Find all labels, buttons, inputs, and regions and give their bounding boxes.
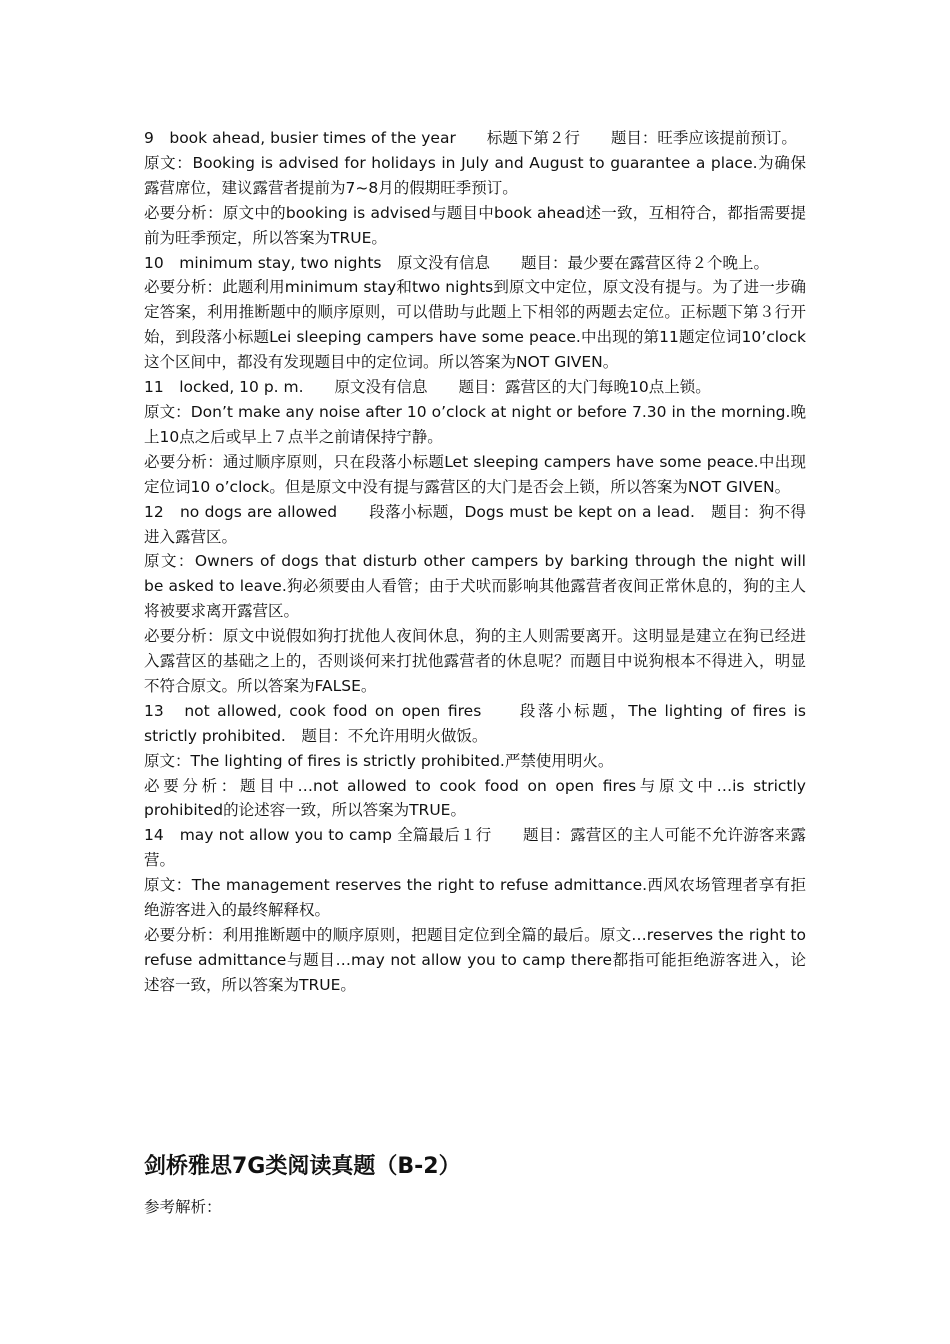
paragraph-q12-analysis: 必要分析：原文中说假如狗打扰他人夜间休息，狗的主人则需要离开。这明显是建立在狗已经进入露营区的基础之上的，否则谈何来打扰他露营者的休息呢？而题目中说狗根本不得进入，明显不符合原文。所以答案为FALSE。 [144, 627, 806, 695]
section-subheading: 参考解析： [144, 1198, 222, 1216]
analysis-content [144, 126, 806, 998]
paragraph-q14-analysis: 必要分析：利用推断题中的顺序原则，把题目定位到全篇的最后。原文…reserves the right to refuse admittance与题目…may not allow you to camp there都指可能拒绝游客进入，论述容一致，所以答案为TRUE。 [144, 926, 806, 994]
paragraph-q14-original: 原文：The management reserves the right to refuse admittance.西风农场管理者享有拒绝游客进入的最终解释权。 [144, 876, 806, 920]
paragraph-q9-analysis: 必要分析：原文中的booking is advised与题目中book ahead述一致，互相符合，都指需要提前为旺季预定，所以答案为TRUE。 [144, 203, 806, 247]
paragraph-q10-analysis: 必要分析：此题利用minimum stay和two nights到原文中定位，原文没有提与。为了进一步确定答案，利用推断题中的顺序原则，可以借助与此题上下相邻的两题去定位。正标题下第３行开始，到段落小标题Lei sleeping campers have some peace.中出现的第11题定位词10’clock这个区间中，都没有发现题目中的定位词。所以答案为NOT GIVEN。 [144, 278, 806, 372]
paragraph-q11-analysis: 必要分析：通过顺序原则，只在段落小标题Let sleeping campers have some peace.中出现定位词10 o’clock。但是原文中没有提与露营区的大门是否会上锁，所以答案为NOT GIVEN。 [144, 452, 806, 496]
paragraph-q13-item: 13 not allowed, cook food on open fires 段落小标题，The lighting of fires is strictly prohibited. 题目：不允许用明火做饭。 [144, 701, 806, 745]
paragraph-q11-item: 11 locked, 10 p. m. 原文没有信息 题目：露营区的大门每晚10点上锁。 [144, 378, 711, 397]
paragraph-q10-item: 10 minimum stay, two nights 原文没有信息 题目：最少要在露营区待２个晚上。 [144, 253, 769, 272]
paragraph-q14-item: 14 may not allow you to camp 全篇最后１行 题目：露营区的主人可能不允许游客来露营。 [144, 826, 806, 870]
paragraph-q9-original: 原文：Booking is advised for holidays in July and August to guarantee a place.为确保露营席位，建议露营者提前为7~8月的假期旺季预订。 [144, 153, 806, 197]
paragraph-q12-original: 原文：Owners of dogs that disturb other campers by barking through the night will be asked to leave.狗必须要由人看管；由于犬吠而影响其他露营者夜间正常休息的，狗的主人将被要求离开露营区。 [144, 552, 806, 621]
paragraph-q13-original: 原文：The lighting of fires is strictly prohibited.严禁使用明火。 [144, 751, 614, 770]
paragraph-q13-analysis: 必要分析：题目中…not allowed to cook food on open fires与原文中…is strictly prohibited的论述容一致，所以答案为TRUE。 [144, 776, 806, 820]
paragraph-q12-item: 12 no dogs are allowed 段落小标题，Dogs must be kept on a lead. 题目：狗不得进入露营区。 [144, 502, 806, 546]
section-heading: 剑桥雅思7G类阅读真题（B-2） [144, 1154, 461, 1179]
paragraph-q9-item: 9 book ahead, busier times of the year 标题下第２行 题目：旺季应该提前预订。 [144, 129, 797, 147]
paragraph-q11-original: 原文：Don’t make any noise after 10 o’clock at night or before 7.30 in the morning.晚上10点之后或早上７点半之前请保持宁静。 [144, 402, 806, 446]
